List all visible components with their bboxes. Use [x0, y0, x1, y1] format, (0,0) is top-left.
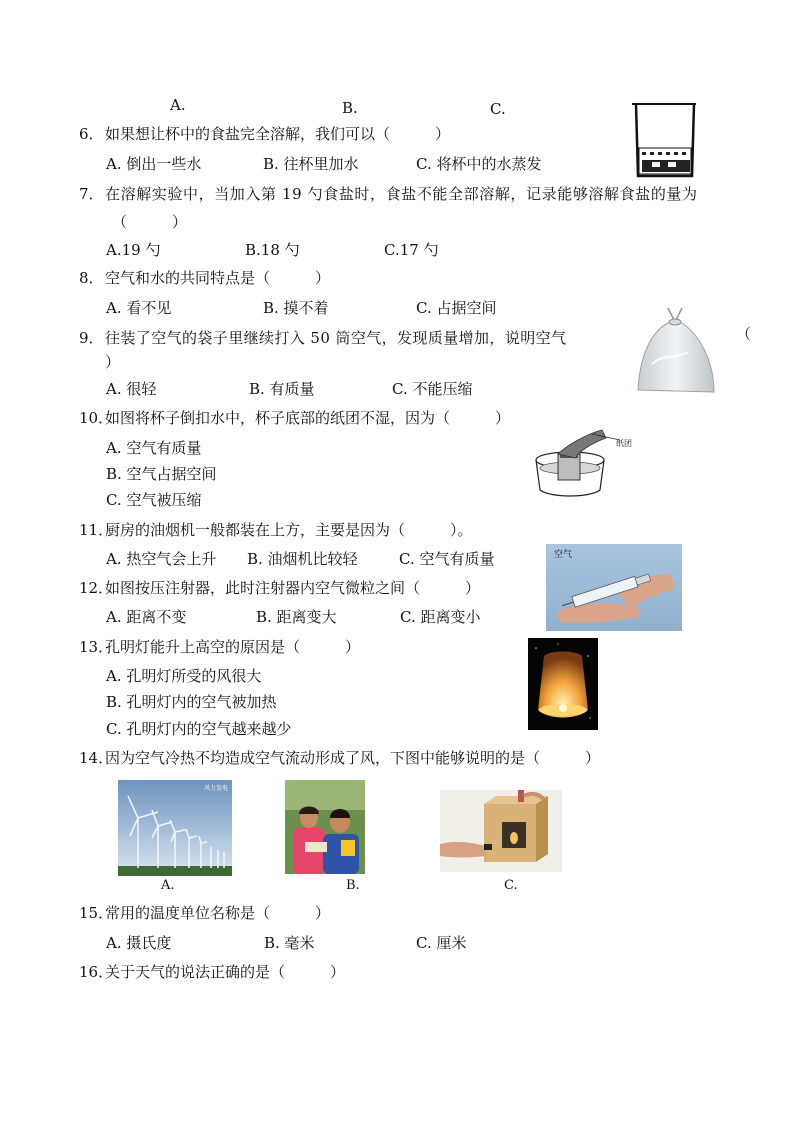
question-9-option-a: A. 很轻 — [106, 380, 157, 398]
question-14-option-a: A. — [161, 878, 175, 893]
question-7-stem: 在溶解实验中，当加入第 19 勺食盐时，食盐不能全部溶解，记录能够溶解食盐的量为 — [105, 185, 698, 203]
wind-turbine-photo — [118, 780, 232, 876]
question-6-number: 6． — [79, 125, 104, 143]
question-9-option-c: C. 不能压缩 — [392, 380, 473, 398]
question-6-option-c: C. 将杯中的水蒸发 — [416, 155, 542, 173]
question-15-option-c: C. 厘米 — [416, 934, 467, 952]
question-10-number: 10． — [79, 409, 114, 427]
question-16-number: 16． — [79, 963, 114, 981]
question-15-option-a: A. 摄氏度 — [106, 934, 172, 952]
question-7-number: 7． — [79, 185, 104, 203]
question-12-option-a: A. 距离不变 — [106, 608, 187, 626]
option-c-top: C. — [490, 100, 506, 118]
question-10-option-c: C. 空气被压缩 — [106, 491, 202, 509]
question-13-option-a: A. 孔明灯所受的风很大 — [106, 667, 262, 685]
question-9-option-b: B. 有质量 — [249, 380, 315, 398]
question-9-stem: 往装了空气的袋子里继续打入 50 筒空气，发现质量增加，说明空气 — [105, 329, 567, 347]
question-10-option-a: A. 空气有质量 — [106, 439, 202, 457]
cup-in-water-figure — [530, 424, 630, 500]
question-11-stem: 厨房的油烟机一般都装在上方，主要是因为（ ）。 — [105, 521, 473, 539]
option-b-top: B. — [342, 99, 358, 117]
question-8-option-a: A. 看不见 — [106, 299, 172, 317]
question-15-option-b: B. 毫米 — [264, 934, 315, 952]
question-11-option-a: A. 热空气会上升 — [106, 550, 217, 568]
question-10-stem: 如图将杯子倒扣水中，杯子底部的纸团不湿，因为（ ） — [105, 409, 511, 427]
question-11-number: 11． — [79, 521, 114, 539]
option-a-top: A. — [170, 96, 186, 114]
question-15-stem: 常用的温度单位名称是（ ） — [105, 904, 331, 922]
question-12-number: 12． — [79, 579, 114, 597]
question-14-option-b: B. — [346, 878, 360, 893]
question-8-option-c: C. 占据空间 — [416, 299, 497, 317]
syringe-air-label: 空气 — [554, 549, 573, 559]
question-14-number: 14． — [79, 749, 114, 767]
plastic-bag-figure — [632, 304, 720, 396]
question-7-stem-continued: （ ） — [112, 213, 188, 231]
question-12-stem: 如图按压注射器，此时注射器内空气微粒之间（ ） — [105, 579, 481, 597]
question-13-option-b: B. 孔明灯内的空气被加热 — [106, 693, 277, 711]
question-6-stem: 如果想让杯中的食盐完全溶解，我们可以（ ） — [105, 125, 451, 143]
question-13-option-c: C. 孔明灯内的空气越来越少 — [106, 720, 292, 738]
question-13-stem: 孔明灯能升上高空的原因是（ ） — [105, 638, 361, 656]
question-11-option-c: C. 空气有质量 — [399, 550, 495, 568]
wind-power-label: 风力发电 — [204, 786, 229, 792]
question-8-stem: 空气和水的共同特点是（ ） — [105, 269, 331, 287]
convection-box-photo — [440, 790, 562, 872]
question-10-option-b: B. 空气占据空间 — [106, 465, 217, 483]
question-12-option-c: C. 距离变小 — [400, 608, 481, 626]
question-9-number: 9． — [79, 329, 104, 347]
question-14-stem: 因为空气冷热不均造成空气流动形成了风，下图中能够说明的是（ ） — [105, 749, 601, 767]
beaker-figure — [630, 100, 698, 180]
question-15-number: 15． — [79, 904, 114, 922]
question-6-option-a: A. 倒出一些水 — [106, 155, 202, 173]
question-11-option-b: B. 油烟机比较轻 — [247, 550, 358, 568]
question-7-option-b: B.18 勺 — [245, 241, 300, 259]
question-12-option-b: B. 距离变大 — [256, 608, 337, 626]
question-14-option-c: C. — [504, 878, 518, 893]
question-7-option-a: A.19 勺 — [106, 241, 161, 259]
question-8-number: 8． — [79, 269, 104, 287]
sky-lantern-figure — [528, 638, 598, 730]
question-9-stem-continued: ） — [105, 353, 121, 371]
question-9-stem-right: （ — [736, 325, 752, 343]
question-8-option-b: B. 摸不着 — [263, 299, 329, 317]
question-7-option-c: C.17 勺 — [384, 241, 439, 259]
question-16-stem: 关于天气的说法正确的是（ ） — [105, 963, 346, 981]
question-13-number: 13． — [79, 638, 114, 656]
children-photo — [285, 780, 365, 874]
paper-ball-label: 纸团 — [616, 439, 632, 448]
syringe-figure — [546, 544, 682, 631]
question-6-option-b: B. 往杯里加水 — [263, 155, 359, 173]
